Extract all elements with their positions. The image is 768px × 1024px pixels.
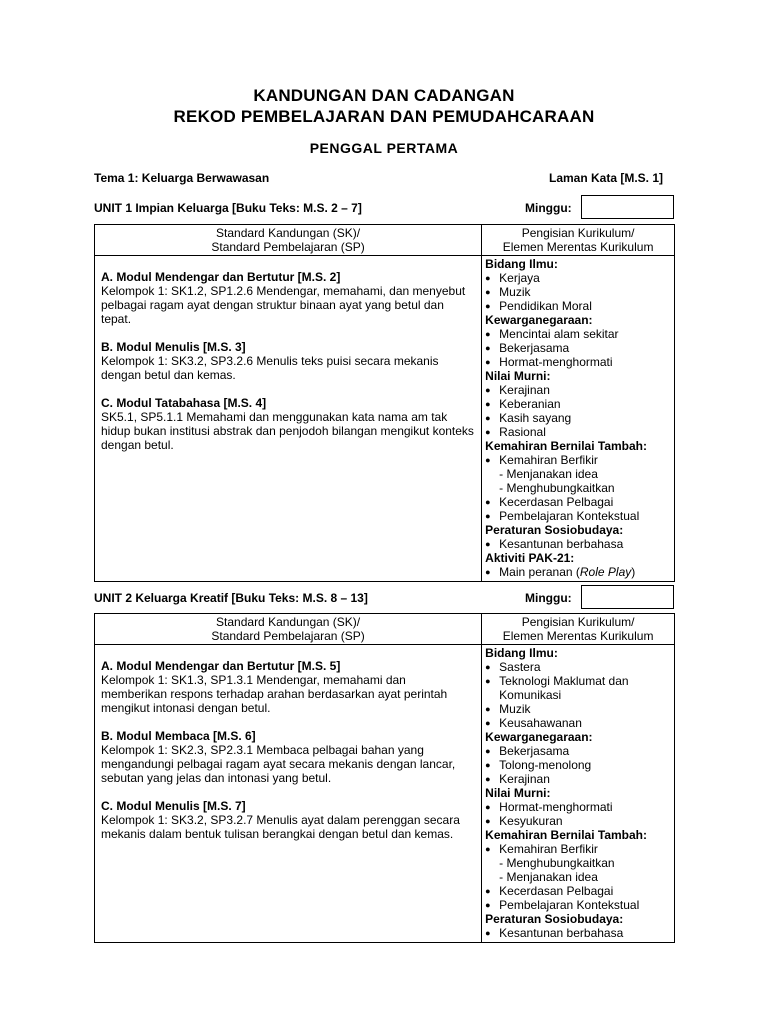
unit-2-table [94, 613, 675, 943]
kurikulum-header [482, 225, 675, 256]
kurikulum-header-line2: Elemen Merentas Kurikulum [502, 629, 654, 643]
sk-header-line1: Standard Kandungan (SK)/ [216, 226, 361, 240]
list-item: ● Kesyukuran [485, 814, 672, 828]
sub-list-item: - Menjanakan idea [499, 870, 598, 884]
module-text: SK5.1, SP5.1.1 Memahami dan menggunakan kata nama am tak hidup bukan institusi abstrak dan penjodoh bilangan mengikut konteks dengan betul. [101, 410, 474, 452]
pak21-italic: Role Play [579, 565, 632, 579]
unit-2-table-row [95, 645, 675, 943]
kemahiran-title: Kemahiran Bernilai Tambah: [485, 828, 647, 842]
unit-2-elements-cell [482, 645, 675, 943]
list-item: ● Rasional [485, 425, 672, 439]
unit-1-table-header [95, 225, 675, 256]
sp-header-line2: Standard Pembelajaran (SP) [211, 240, 365, 254]
list-item: ● Hormat-menghormati [485, 800, 672, 814]
module-title: C. Modul Tatabahasa [M.S. 4] [101, 396, 267, 410]
document-subtitle: PENGGAL PERTAMA [309, 140, 459, 156]
module-item [101, 270, 475, 326]
list-item: ● Teknologi Maklumat dan Komunikasi [485, 674, 672, 702]
module-title: A. Modul Mendengar dan Bertutur [M.S. 2] [101, 270, 341, 284]
kurikulum-header-line1: Pengisian Kurikulum/ [521, 615, 635, 629]
list-item: ● Kerajinan [485, 383, 672, 397]
list-item: ● Kecerdasan Pelbagai [485, 884, 672, 898]
list-item: ● Muzik [485, 285, 672, 299]
unit-1-heading: UNIT 1 Impian Keluarga [Buku Teks: M.S. 2 – 7] [94, 201, 362, 215]
list-item [485, 565, 672, 579]
sub-list-item: - Menghubungkaitkan [499, 856, 615, 870]
list-item: ● Kasih sayang [485, 411, 672, 425]
sk-sp-header [95, 614, 482, 645]
list-item: ● Kemahiran Berfikir [485, 842, 672, 856]
document-title: KANDUNGAN DAN CADANGAN [253, 86, 515, 105]
pak21-title: Aktiviti PAK-21: [485, 551, 575, 565]
tema-label: Tema 1: Keluarga Berwawasan [94, 171, 270, 185]
sk-header-line1: Standard Kandungan (SK)/ [216, 615, 361, 629]
unit-2-heading: UNIT 2 Keluarga Kreatif [Buku Teks: M.S. 8 – 13] [94, 591, 368, 605]
unit-1-elements-cell [482, 256, 675, 582]
sk-sp-header [95, 225, 482, 256]
bidang-ilmu-title: Bidang Ilmu: [485, 257, 558, 271]
list-item: ● Kemahiran Berfikir [485, 453, 672, 467]
list-item: ● Sastera [485, 660, 672, 674]
kemahiran-title: Kemahiran Bernilai Tambah: [485, 439, 647, 453]
module-item [101, 799, 475, 841]
unit-1-minggu-label: Minggu: [525, 201, 572, 215]
module-text: Kelompok 1: SK3.2, SP3.2.7 Menulis ayat dalam perenggan secara mekanis dalam bentuk tulisan berangkai dengan betul dan kemas. [101, 813, 460, 841]
kewarganegaraan-title: Kewarganegaraan: [485, 730, 593, 744]
list-item: ● Hormat-menghormati [485, 355, 672, 369]
list-item: ● Bekerjasama [485, 744, 672, 758]
module-title: B. Modul Membaca [M.S. 6] [101, 729, 256, 743]
list-item: ● Mencintai alam sekitar [485, 327, 672, 341]
module-text: Kelompok 1: SK1.2, SP1.2.6 Mendengar, memahami, dan menyebut pelbagai ragam ayat dengan struktur binaan ayat yang betul dan tepat. [101, 284, 466, 326]
module-title: B. Modul Menulis [M.S. 3] [101, 340, 246, 354]
nilai-murni-title: Nilai Murni: [485, 369, 551, 383]
list-item: ● Muzik [485, 702, 672, 716]
nilai-murni-title: Nilai Murni: [485, 786, 551, 800]
module-text: Kelompok 1: SK1.3, SP1.3.1 Mendengar, memahami dan memberikan respons terhadap arahan berdasarkan ayat perintah mengikut intonasi dengan betul. [101, 673, 448, 715]
list-item: ● Bekerjasama [485, 341, 672, 355]
kurikulum-header [482, 614, 675, 645]
module-title: C. Modul Menulis [M.S. 7] [101, 799, 246, 813]
unit-1-modules-cell [95, 256, 482, 582]
laman-kata-label: Laman Kata [M.S. 1] [549, 171, 664, 185]
document-title-line2: REKOD PEMBELAJARAN DAN PEMUDAHCARAAN [173, 107, 595, 126]
unit-2-minggu-label: Minggu: [525, 591, 572, 605]
bidang-ilmu-title: Bidang Ilmu: [485, 646, 558, 660]
peraturan-title: Peraturan Sosiobudaya: [485, 523, 624, 537]
list-item: ● Pembelajaran Kontekstual [485, 509, 672, 523]
kurikulum-header-line1: Pengisian Kurikulum/ [521, 226, 635, 240]
list-item: ● Tolong-menolong [485, 758, 672, 772]
module-item [101, 729, 475, 785]
module-item [101, 340, 475, 382]
unit-2-table-header [95, 614, 675, 645]
pak21-end: ) [631, 565, 636, 579]
unit-2-minggu-field[interactable] [581, 585, 674, 609]
list-item: ● Kerjaya [485, 271, 672, 285]
list-item: ● Keusahawanan [485, 716, 672, 730]
list-item: ● Keberanian [485, 397, 672, 411]
module-item [101, 396, 475, 452]
list-item: ● Kesantunan berbahasa [485, 537, 672, 551]
sub-list-item: - Menghubungkaitkan [499, 481, 615, 495]
module-text: Kelompok 1: SK3.2, SP3.2.6 Menulis teks puisi secara mekanis dengan betul dan kemas. [101, 354, 439, 382]
pak21-text: Main peranan ( [499, 565, 580, 579]
sub-list-item: - Menjanakan idea [499, 467, 598, 481]
kurikulum-header-line2: Elemen Merentas Kurikulum [502, 240, 654, 254]
module-item [101, 659, 475, 715]
unit-1-minggu-field[interactable] [581, 195, 674, 219]
list-item: ● Pendidikan Moral [485, 299, 672, 313]
list-item: ● Kecerdasan Pelbagai [485, 495, 672, 509]
unit-1-table [94, 224, 675, 582]
unit-1-table-row [95, 256, 675, 582]
peraturan-title: Peraturan Sosiobudaya: [485, 912, 624, 926]
list-item: ● Kerajinan [485, 772, 672, 786]
list-item: ● Kesantunan berbahasa [485, 926, 672, 940]
list-item: ● Pembelajaran Kontekstual [485, 898, 672, 912]
unit-2-modules-cell [95, 645, 482, 943]
module-text: Kelompok 1: SK2.3, SP2.3.1 Membaca pelbagai bahan yang mengandungi pelbagai ragam ayat secara mekanis dengan lancar, sebutan yang jelas dan intonasi yang betul. [101, 743, 456, 785]
sp-header-line2: Standard Pembelajaran (SP) [211, 629, 365, 643]
kewarganegaraan-title: Kewarganegaraan: [485, 313, 593, 327]
module-title: A. Modul Mendengar dan Bertutur [M.S. 5] [101, 659, 341, 673]
